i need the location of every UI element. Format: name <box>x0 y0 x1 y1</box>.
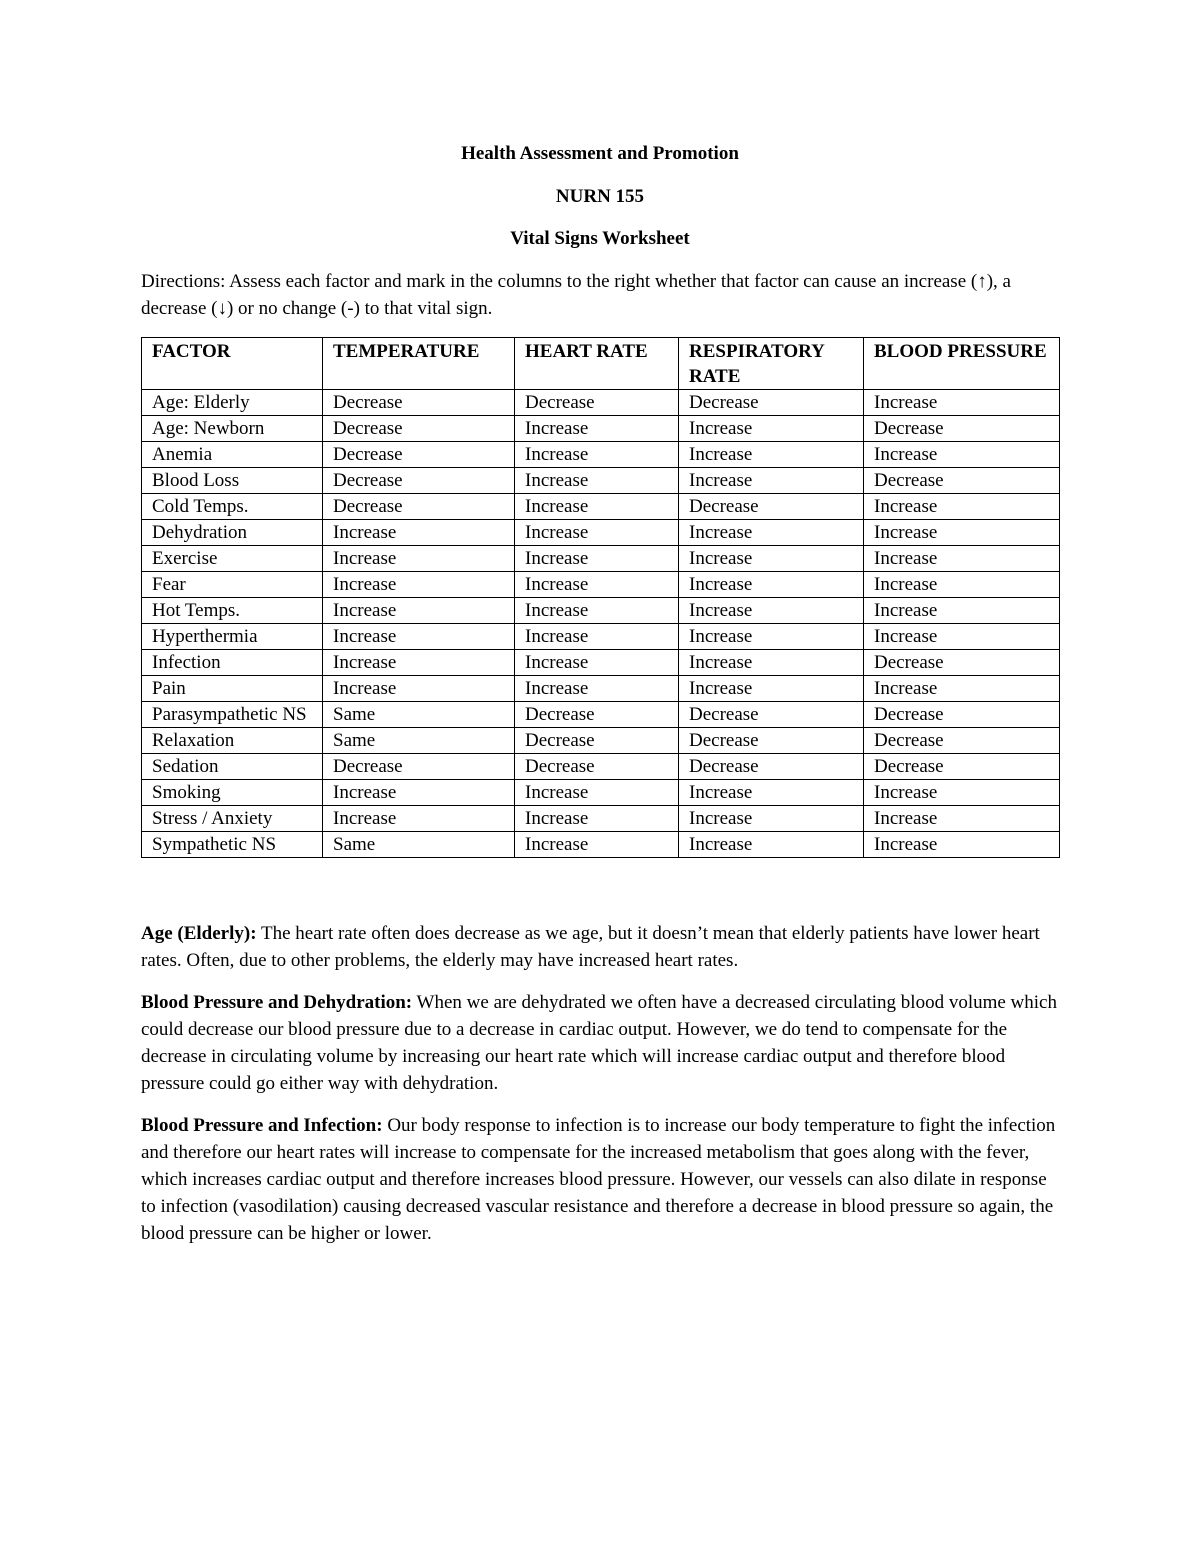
cell-factor: Infection <box>142 650 323 676</box>
cell-temperature: Increase <box>323 676 515 702</box>
cell-blood-pressure: Increase <box>864 442 1060 468</box>
note-text: When we are dehydrated we often have a decreased circulating blood volume which could decrease our blood pressure due to a decrease in cardiac output. However, we do tend to compensate for the decrease in circulating volume by increasing our heart rate which will increase cardiac output and therefore blood pressure could go either way with dehydration. <box>141 992 1057 1094</box>
cell-heart-rate: Increase <box>515 624 679 650</box>
cell-temperature: Increase <box>323 572 515 598</box>
cell-blood-pressure: Decrease <box>864 416 1060 442</box>
cell-factor: Pain <box>142 676 323 702</box>
note-paragraph <box>141 989 1061 1097</box>
cell-factor: Sedation <box>142 754 323 780</box>
cell-temperature: Increase <box>323 806 515 832</box>
cell-respiratory-rate: Increase <box>679 598 864 624</box>
column-header-heart-rate: HEART RATE <box>515 338 679 390</box>
cell-respiratory-rate: Decrease <box>679 754 864 780</box>
note-text: The heart rate often does decrease as we age, but it doesn’t mean that elderly patients have lower heart rates. Often, due to other problems, the elderly may have increased heart rates. <box>141 923 1040 971</box>
table-row <box>142 650 1060 676</box>
cell-factor: Dehydration <box>142 520 323 546</box>
cell-respiratory-rate: Increase <box>679 442 864 468</box>
cell-blood-pressure: Increase <box>864 624 1060 650</box>
cell-temperature: Increase <box>323 650 515 676</box>
cell-temperature: Decrease <box>323 494 515 520</box>
table-row <box>142 676 1060 702</box>
cell-heart-rate: Increase <box>515 546 679 572</box>
cell-heart-rate: Decrease <box>515 702 679 728</box>
cell-heart-rate: Decrease <box>515 390 679 416</box>
column-header-temperature: TEMPERATURE <box>323 338 515 390</box>
cell-factor: Sympathetic NS <box>142 832 323 858</box>
cell-temperature: Same <box>323 728 515 754</box>
cell-temperature: Increase <box>323 624 515 650</box>
table-header-row <box>142 338 1060 390</box>
cell-heart-rate: Increase <box>515 416 679 442</box>
cell-factor: Relaxation <box>142 728 323 754</box>
table-row <box>142 572 1060 598</box>
cell-blood-pressure: Increase <box>864 598 1060 624</box>
directions-text: Directions: Assess each factor and mark in the columns to the right whether that factor can cause an increase (↑), a decrease (↓) or no change (-) to that vital sign. <box>141 271 1011 319</box>
cell-blood-pressure: Increase <box>864 494 1060 520</box>
cell-blood-pressure: Decrease <box>864 728 1060 754</box>
cell-blood-pressure: Decrease <box>864 650 1060 676</box>
table-row <box>142 390 1060 416</box>
cell-factor: Exercise <box>142 546 323 572</box>
table-row <box>142 624 1060 650</box>
cell-factor: Parasympathetic NS <box>142 702 323 728</box>
cell-respiratory-rate: Decrease <box>679 390 864 416</box>
cell-factor: Age: Elderly <box>142 390 323 416</box>
cell-blood-pressure: Increase <box>864 546 1060 572</box>
cell-blood-pressure: Decrease <box>864 754 1060 780</box>
worksheet-subtitle: Vital Signs Worksheet <box>510 228 690 249</box>
cell-heart-rate: Increase <box>515 572 679 598</box>
cell-heart-rate: Increase <box>515 676 679 702</box>
cell-blood-pressure: Increase <box>864 806 1060 832</box>
cell-blood-pressure: Decrease <box>864 468 1060 494</box>
note-text: Our body response to infection is to increase our body temperature to fight the infection and therefore our heart rates will increase to compensate for the increased metabolism that goes along with the fever, which increases cardiac output and therefore increases blood pressure. However, our vessels can also dilate in response to infection (vasodilation) causing decreased vascular resistance and therefore a decrease in blood pressure so again, the blood pressure can be higher or lower. <box>141 1115 1056 1244</box>
table-row <box>142 780 1060 806</box>
cell-temperature: Increase <box>323 546 515 572</box>
cell-respiratory-rate: Decrease <box>679 728 864 754</box>
cell-heart-rate: Increase <box>515 598 679 624</box>
cell-blood-pressure: Decrease <box>864 702 1060 728</box>
cell-temperature: Increase <box>323 520 515 546</box>
cell-respiratory-rate: Decrease <box>679 702 864 728</box>
cell-respiratory-rate: Increase <box>679 416 864 442</box>
cell-respiratory-rate: Increase <box>679 468 864 494</box>
cell-respiratory-rate: Increase <box>679 572 864 598</box>
cell-respiratory-rate: Increase <box>679 520 864 546</box>
table-row <box>142 832 1060 858</box>
cell-temperature: Same <box>323 832 515 858</box>
table-row <box>142 494 1060 520</box>
table-row <box>142 546 1060 572</box>
cell-heart-rate: Increase <box>515 780 679 806</box>
cell-blood-pressure: Increase <box>864 572 1060 598</box>
cell-temperature: Decrease <box>323 754 515 780</box>
document-title: Health Assessment and Promotion <box>461 143 739 164</box>
cell-blood-pressure: Increase <box>864 780 1060 806</box>
column-header-factor: FACTOR <box>142 338 323 390</box>
table-row <box>142 520 1060 546</box>
explanatory-notes <box>141 920 1061 1262</box>
cell-temperature: Decrease <box>323 416 515 442</box>
cell-blood-pressure: Increase <box>864 390 1060 416</box>
cell-respiratory-rate: Increase <box>679 806 864 832</box>
note-label: Blood Pressure and Infection: <box>141 1115 383 1136</box>
course-code: NURN 155 <box>555 186 645 207</box>
cell-respiratory-rate: Increase <box>679 624 864 650</box>
cell-heart-rate: Increase <box>515 650 679 676</box>
cell-factor: Age: Newborn <box>142 416 323 442</box>
vital-signs-table <box>141 337 1060 858</box>
cell-blood-pressure: Increase <box>864 676 1060 702</box>
table-row <box>142 598 1060 624</box>
cell-factor: Anemia <box>142 442 323 468</box>
cell-temperature: Same <box>323 702 515 728</box>
cell-respiratory-rate: Increase <box>679 650 864 676</box>
cell-heart-rate: Increase <box>515 442 679 468</box>
cell-factor: Blood Loss <box>142 468 323 494</box>
cell-temperature: Decrease <box>323 468 515 494</box>
cell-heart-rate: Increase <box>515 494 679 520</box>
cell-respiratory-rate: Increase <box>679 780 864 806</box>
table-row <box>142 416 1060 442</box>
table-row <box>142 754 1060 780</box>
cell-respiratory-rate: Increase <box>679 832 864 858</box>
cell-temperature: Decrease <box>323 390 515 416</box>
cell-respiratory-rate: Increase <box>679 546 864 572</box>
cell-factor: Stress / Anxiety <box>142 806 323 832</box>
cell-temperature: Increase <box>323 598 515 624</box>
cell-temperature: Increase <box>323 780 515 806</box>
cell-factor: Cold Temps. <box>142 494 323 520</box>
note-paragraph <box>141 920 1061 974</box>
table-row <box>142 728 1060 754</box>
cell-factor: Smoking <box>142 780 323 806</box>
cell-heart-rate: Increase <box>515 468 679 494</box>
table-row <box>142 806 1060 832</box>
cell-respiratory-rate: Decrease <box>679 494 864 520</box>
cell-heart-rate: Increase <box>515 832 679 858</box>
cell-heart-rate: Increase <box>515 806 679 832</box>
table-row <box>142 442 1060 468</box>
cell-respiratory-rate: Increase <box>679 676 864 702</box>
cell-heart-rate: Decrease <box>515 754 679 780</box>
note-label: Age (Elderly): <box>141 923 257 944</box>
table-row <box>142 702 1060 728</box>
cell-heart-rate: Increase <box>515 520 679 546</box>
cell-temperature: Decrease <box>323 442 515 468</box>
cell-factor: Hot Temps. <box>142 598 323 624</box>
note-paragraph <box>141 1112 1061 1247</box>
column-header-blood-pressure: BLOOD PRESSURE <box>864 338 1060 390</box>
table-row <box>142 468 1060 494</box>
cell-heart-rate: Decrease <box>515 728 679 754</box>
note-label: Blood Pressure and Dehydration: <box>141 992 413 1013</box>
cell-factor: Hyperthermia <box>142 624 323 650</box>
cell-blood-pressure: Increase <box>864 520 1060 546</box>
column-header-respiratory-rate: RESPIRATORY RATE <box>679 338 864 390</box>
cell-factor: Fear <box>142 572 323 598</box>
cell-blood-pressure: Increase <box>864 832 1060 858</box>
table-body <box>142 390 1060 858</box>
